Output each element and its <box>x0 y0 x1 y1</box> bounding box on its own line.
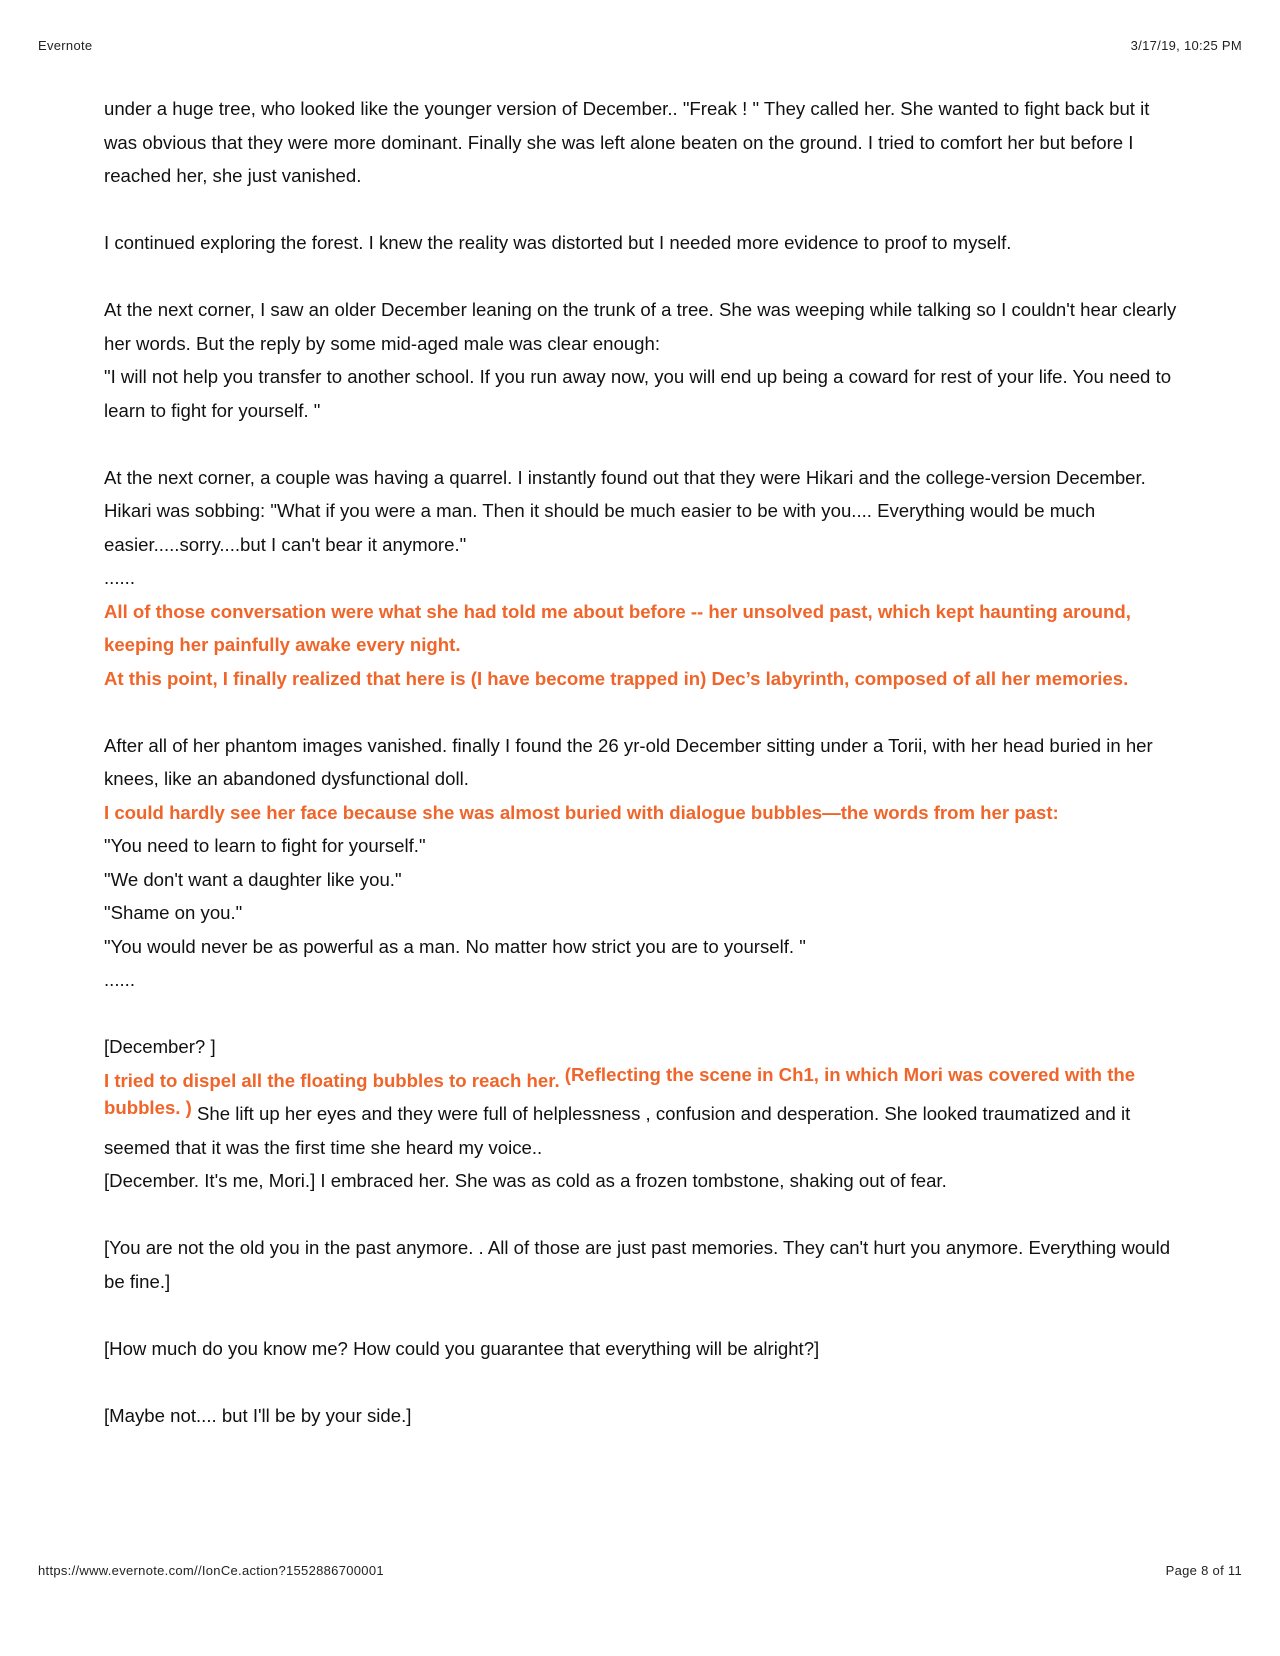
print-datetime: 3/17/19, 10:25 PM <box>1130 38 1242 53</box>
highlight-note: All of those conversation were what she had told me about before -- her unsolved past, which kept haunting around, keeping her painfully awake every night. <box>104 600 1131 655</box>
quote-line: "You need to learn to fight for yourself." <box>104 835 426 856</box>
dialog-line: [You are not the old you in the past anymore. . All of those are just past memories. They can't hurt you anymore. Everything would be fine.] <box>104 1237 1171 1292</box>
note-content <box>104 92 1184 1432</box>
dialog-line: [December. It's me, Mori.] I embraced her. She was as cold as a frozen tombstone, shaking out of fear. <box>104 1170 947 1191</box>
dialog-line: [December? ] <box>104 1036 216 1057</box>
app-name: Evernote <box>38 38 93 53</box>
quote-line: "You would never be as powerful as a man. No matter how strict you are to yourself. " <box>104 935 806 957</box>
paragraph: At the next corner, a couple was having a quarrel. I instantly found out that they were Hikari and the college-version December. Hikari was sobbing: "What if you were a man. Then it should be much easier to be with you.... Everything would be much easier.....sorry....but I can't bear it anymore." <box>104 466 1146 555</box>
page-number: Page 8 of 11 <box>1165 1563 1242 1578</box>
highlight-aside: (Reflecting the scene in Ch1, in which Mori was covered with the bubbles. ) <box>104 1063 1136 1118</box>
dialog-line: [How much do you know me? How could you guarantee that everything will be alright?] <box>104 1337 820 1359</box>
ellipsis: ...... <box>104 969 135 990</box>
quote-paragraph: "I will not help you transfer to another school. If you run away now, you will end up being a coward for rest of your life. You need to learn to fight for yourself. " <box>104 366 1172 421</box>
source-url: https://www.evernote.com//IonCe.action?1552886700001 <box>38 1563 384 1578</box>
quote-line: "We don't want a daughter like you." <box>104 868 402 890</box>
paragraph-text: She lift up her eyes and they were full of helplessness , confusion and desperation. She looked traumatized and it seemed that it was the first time she heard my voice.. <box>104 1103 1131 1158</box>
highlight-note: I tried to dispel all the floating bubbles to reach her. <box>104 1069 565 1091</box>
quote-line: "Shame on you." <box>104 902 243 923</box>
paragraph: I continued exploring the forest. I knew the reality was distorted but I needed more evidence to proof to myself. <box>104 232 1012 253</box>
page-header <box>38 38 1242 53</box>
paragraph: under a huge tree, who looked like the younger version of December.. "Freak ! " They called her. She wanted to fight back but it was obvious that they were more dominant. Finally she was left alone beaten on the ground. I tried to comfort her but before I reached her, she just vanished. <box>104 98 1150 186</box>
highlight-note: I could hardly see her face because she was almost buried with dialogue bubbles—the words from her past: <box>104 801 1059 823</box>
paragraph: After all of her phantom images vanished. finally I found the 26 yr-old December sitting under a Torii, with her head buried in her knees, like an abandoned dysfunctional doll. <box>104 734 1153 789</box>
paragraph: At the next corner, I saw an older December leaning on the trunk of a tree. She was weeping while talking so I couldn't hear clearly her words. But the reply by some mid-aged male was clear enough: <box>104 299 1177 354</box>
page-footer <box>38 1563 1242 1578</box>
highlight-note: At this point, I finally realized that here is (I have become trapped in) Dec’s labyrinth, composed of all her memories. <box>104 667 1129 689</box>
ellipsis: ...... <box>104 567 135 588</box>
mixed-paragraph <box>104 1064 1184 1165</box>
dialog-line: [Maybe not.... but I'll be by your side.] <box>104 1404 412 1426</box>
